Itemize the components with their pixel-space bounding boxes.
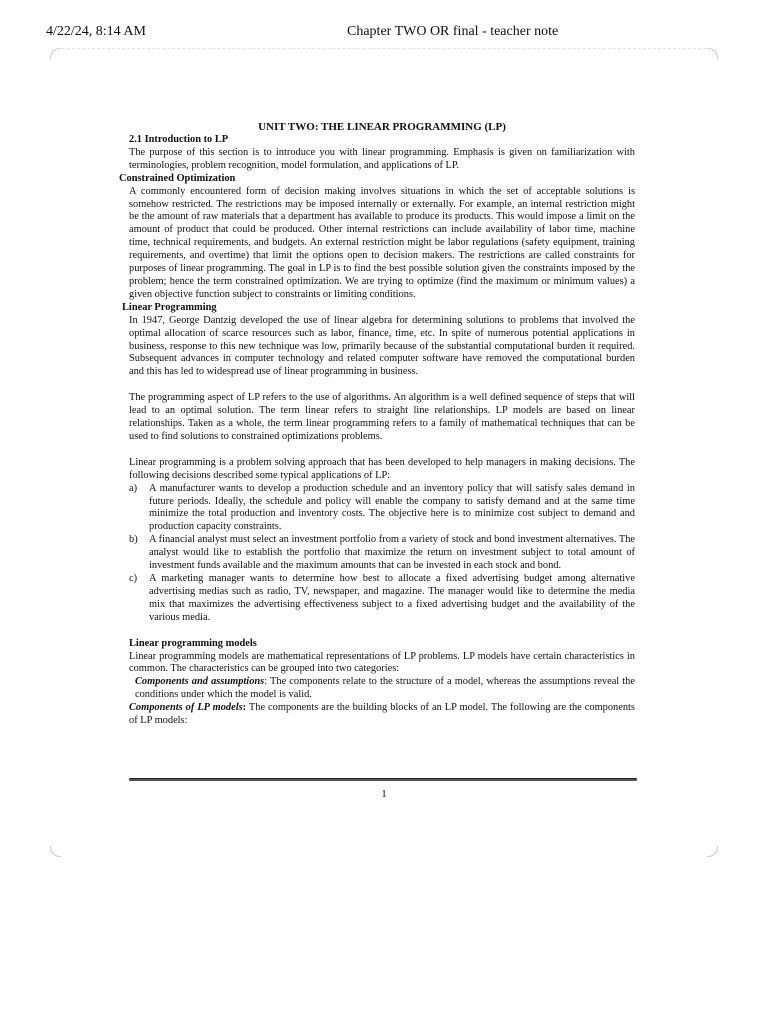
linear-programming-body-1: In 1947, George Dantzig developed the use of linear algebra for determining solutions to problems that involved the optimal allocation of scarce resources such as labor, finance, time, etc. In spite of numerous potential applications in business, response to this new technique was low, primarily because of the substantial computational burden it required. Subsequent advances in computer technology and related computer software have removed the computational burden and this has led to widespread use of linear programming in business.: [129, 314, 635, 378]
components-assumptions-paragraph: [129, 676, 635, 702]
page-corner-bottom-left: [50, 846, 61, 857]
print-datetime: 4/22/24, 8:14 AM: [46, 24, 146, 39]
components-colon: :: [242, 702, 247, 714]
page-number: 1: [381, 788, 387, 800]
print-header: [46, 24, 722, 42]
components-text: The components are the building blocks of an LP model. The following are the components of LP models:: [129, 702, 635, 727]
page-corner-top-left: [50, 48, 61, 59]
page-corner-top-right: [707, 48, 718, 59]
applications-list: [129, 483, 635, 625]
constrained-optimization-heading: Constrained Optimization: [119, 172, 236, 184]
linear-programming-heading: Linear Programming: [122, 301, 217, 313]
document-body: [119, 121, 635, 728]
section-2-1-heading: 2.1 Introduction to LP: [129, 134, 229, 145]
list-marker: c): [129, 573, 138, 584]
unit-title: UNIT TWO: THE LINEAR PROGRAMMING (LP): [258, 121, 506, 133]
lp-models-body: Linear programming models are mathematical representations of LP problems. LP models have certain characteristics in common. The characteristics can be grouped into two categories:: [129, 650, 635, 675]
constrained-optimization-body: A commonly encountered form of decision making involves situations in which the set of acceptable solutions is somehow restricted. The restrictions may be imposed internally or externally. For example, an internal restriction might be the amount of raw materials that a department has available to produce its products. This would impose a limit on the amount of product that could be produced. Other internal restrictions can include availability of labor time, machine time, technical requirements, and budgets. An external restriction might be labor regulations (safety equipment, training requirements, and overtime) that limit the options open to decision makers. The restrictions are called constraints for purposes of linear programming. The goal in LP is to find the best possible solution given the constraints imposed by the problem; hence the term constrained optimization. We are trying to optimize (find the maximum or minimum values) a given objective function subject to constraints or limiting conditions.: [129, 185, 635, 300]
list-item-text: A marketing manager wants to determine how best to allocate a fixed advertising budget among alternative advertising medias such as radio, TV, newspaper, and magazine. The manager would like to determine the media mix that maximizes the advertising effectiveness subject to a fixed advertising budget and the availability of the various media.: [149, 573, 635, 623]
page-corner-bottom-right: [707, 846, 718, 857]
lp-models-heading: Linear programming models: [129, 637, 257, 649]
page-border-top: [62, 48, 706, 49]
print-doc-title: Chapter TWO OR final - teacher note: [347, 24, 559, 39]
list-item: [129, 573, 635, 625]
footer-rule: [129, 778, 637, 781]
list-item: [129, 534, 635, 573]
list-item-text: A financial analyst must select an investment portfolio from a variety of stock and bond investment alternatives. The analyst would like to establish the portfolio that maximize the return on investment subject to total amount of investment funds available and the maximum amounts that can be invested in each stock and bond.: [149, 534, 635, 572]
list-marker: b): [129, 534, 138, 546]
section-2-1-body: The purpose of this section is to introduce you with linear programming. Emphasis is given on familiarization with terminologies, problem recognition, model formulation, and applications of LP.: [129, 146, 635, 171]
components-assumptions-text: : The components relate to the structure of a model, whereas the assumptions reveal the conditions under which the model is valid.: [135, 676, 635, 701]
components-label: Components of LP models: [129, 702, 243, 714]
list-item-text: A manufacturer wants to develop a production schedule and an inventory policy that will satisfy sales demand in future periods. Ideally, the schedule and policy will enable the company to satisfy demand and at the same time minimize the total production and inventory costs. The objective here is to minimize cost subject to demand and production capacity constraints.: [149, 482, 635, 533]
linear-programming-body-3: Linear programming is a problem solving approach that has been developed to help managers in making decisions. The following decisions described some typical applications of LP:: [129, 456, 635, 481]
list-marker: a): [129, 482, 138, 494]
components-paragraph: [129, 702, 635, 728]
list-item: [129, 483, 635, 535]
linear-programming-body-2: The programming aspect of LP refers to the use of algorithms. An algorithm is a well defined sequence of steps that will lead to an optimal solution. The term linear refers to straight line relationships. LP models are based on linear relationships. Taken as a whole, the term linear programming refers to a family of mathematical techniques that can be used to find solutions to constrained optimizations problems.: [129, 392, 635, 442]
components-assumptions-label: Components and assumptions: [135, 676, 265, 688]
